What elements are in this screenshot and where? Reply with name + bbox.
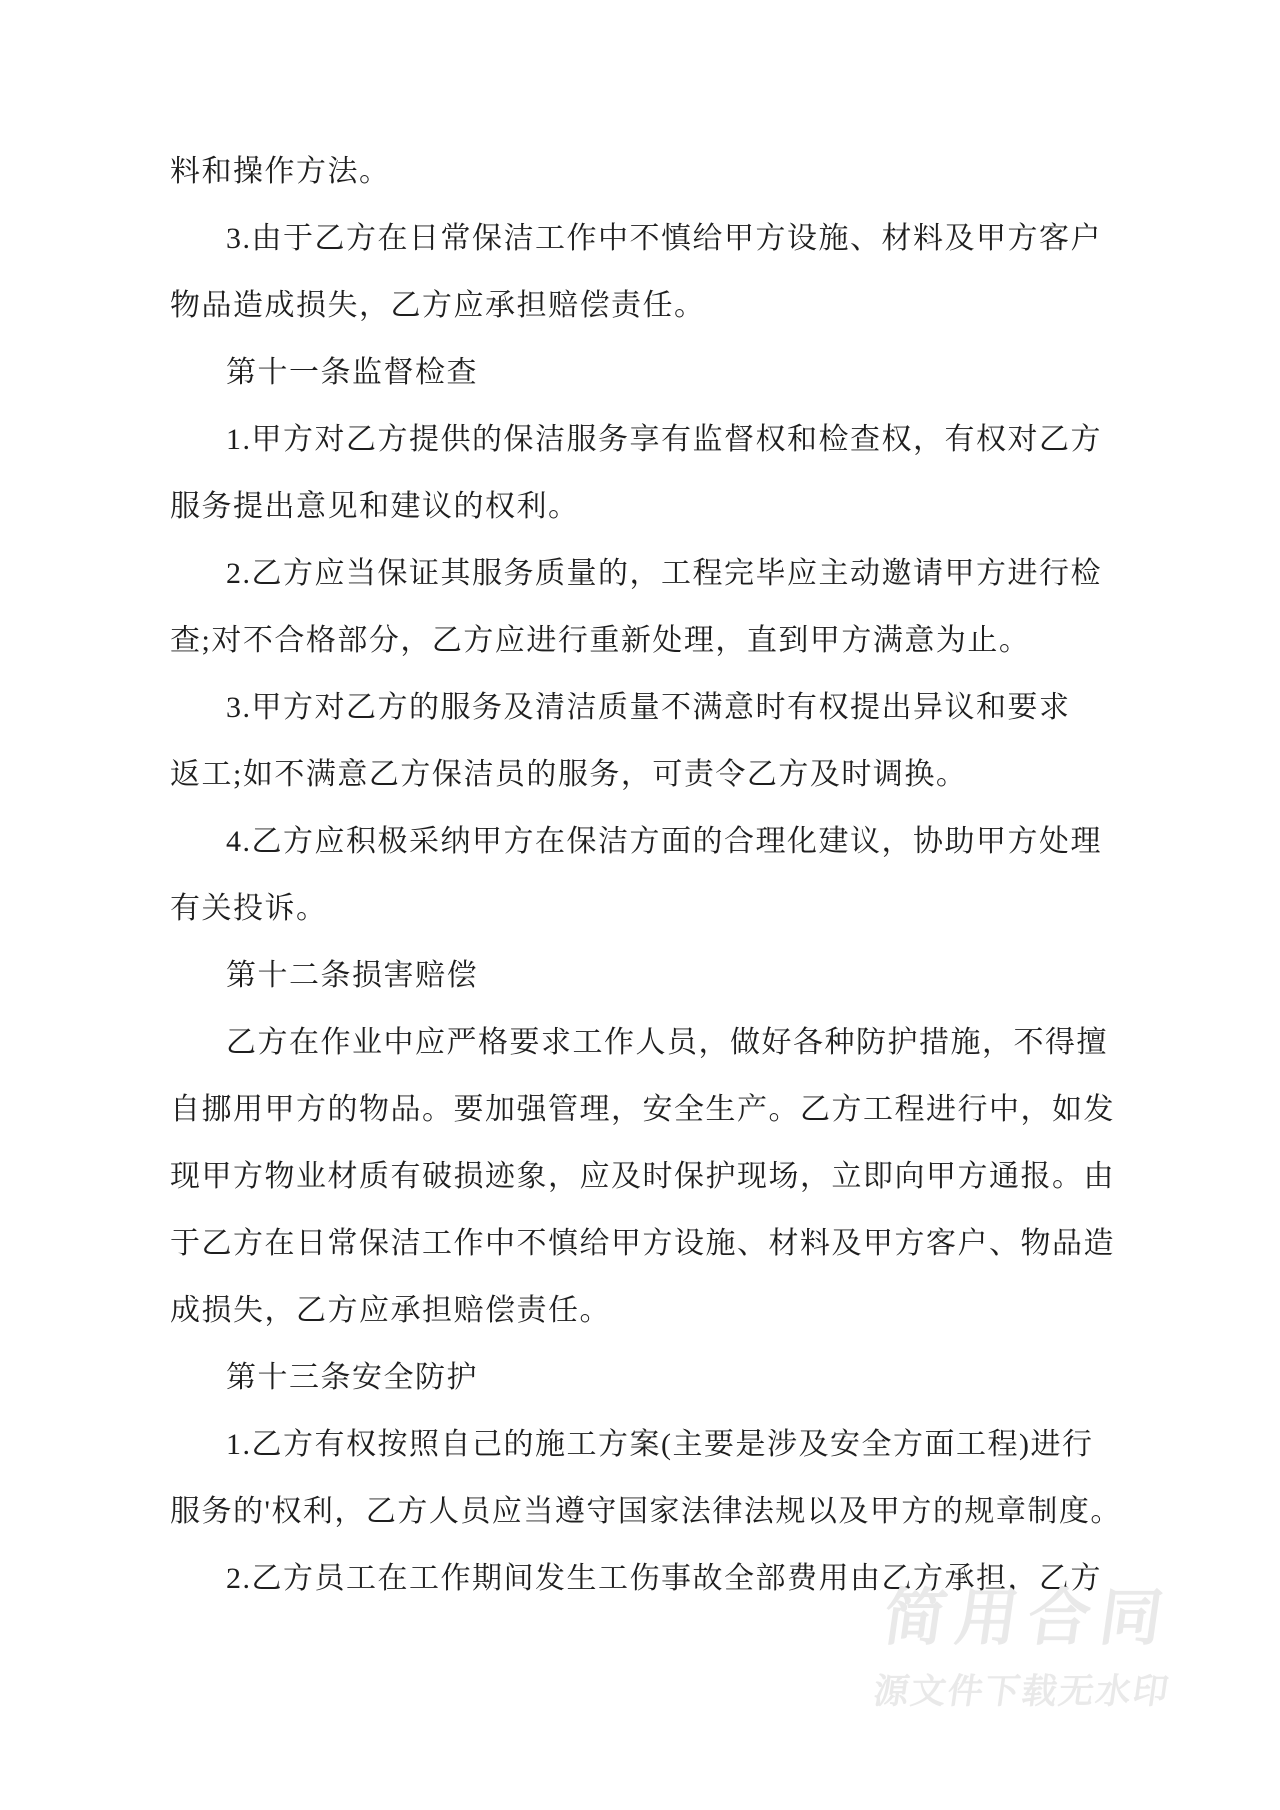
text-line: 2.乙方应当保证其服务质量的，工程完毕应主动邀请甲方进行检 xyxy=(226,557,1102,590)
text-line: 2.乙方员工在工作期间发生工伤事故全部费用由乙方承担，乙方 xyxy=(226,1562,1102,1595)
contract-text-block xyxy=(170,138,1120,1612)
text-line: 物品造成损失，乙方应承担赔偿责任。 xyxy=(170,289,706,322)
text-line: 1.乙方有权按照自己的施工方案(主要是涉及安全方面工程)进行 xyxy=(226,1428,1094,1461)
text-line: 成损失，乙方应承担赔偿责任。 xyxy=(170,1294,611,1327)
text-line: 现甲方物业材质有破损迹象，应及时保护现场，立即向甲方通报。由 xyxy=(170,1160,1115,1193)
text-line: 有关投诉。 xyxy=(170,892,328,925)
text-line: 查;对不合格部分，乙方应进行重新处理，直到甲方满意为止。 xyxy=(170,624,1031,657)
section-heading: 第十三条安全防护 xyxy=(226,1361,478,1394)
text-line: 自挪用甲方的物品。要加强管理，安全生产。乙方工程进行中，如发 xyxy=(170,1093,1115,1126)
text-line: 4.乙方应积极采纳甲方在保洁方面的合理化建议，协助甲方处理 xyxy=(226,825,1102,858)
text-line: 服务提出意见和建议的权利。 xyxy=(170,490,580,523)
text-line: 于乙方在日常保洁工作中不慎给甲方设施、材料及甲方客户、物品造 xyxy=(170,1227,1115,1260)
text-line: 乙方在作业中应严格要求工作人员，做好各种防护措施，不得擅 xyxy=(226,1026,1108,1059)
section-heading: 第十一条监督检查 xyxy=(226,356,478,389)
text-line: 1.甲方对乙方提供的保洁服务享有监督权和检查权，有权对乙方 xyxy=(226,423,1102,456)
text-line: 3.由于乙方在日常保洁工作中不慎给甲方设施、材料及甲方客户 xyxy=(226,222,1102,255)
text-line: 服务的'权利，乙方人员应当遵守国家法律法规以及甲方的规章制度。 xyxy=(170,1495,1122,1528)
watermark-brand-text: 简用合同 xyxy=(879,1584,1177,1653)
text-line: 返工;如不满意乙方保洁员的服务，可责令乙方及时调换。 xyxy=(170,758,968,791)
watermark-tagline-text: 源文件下载无水印 xyxy=(871,1672,1173,1711)
section-heading: 第十二条损害赔偿 xyxy=(226,959,478,992)
text-line: 3.甲方对乙方的服务及清洁质量不满意时有权提出异议和要求 xyxy=(226,691,1071,724)
text-line: 料和操作方法。 xyxy=(170,155,391,188)
